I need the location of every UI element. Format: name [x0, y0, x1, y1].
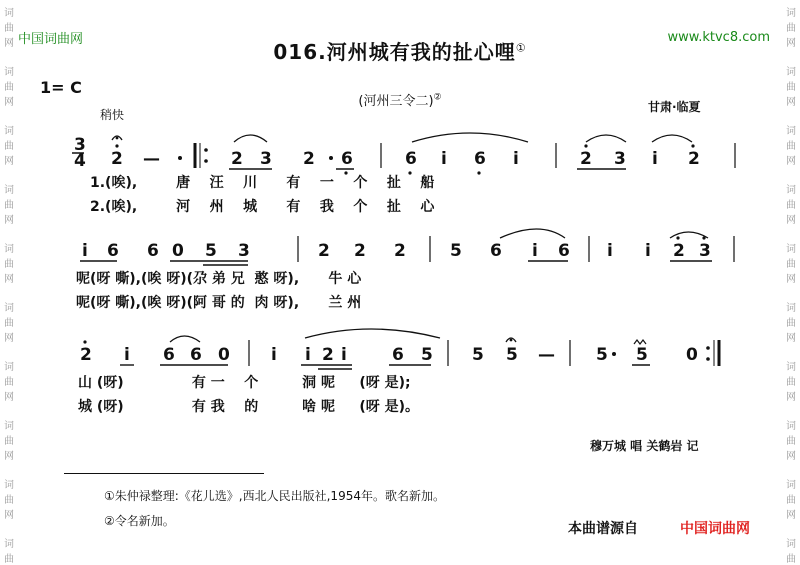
- watermark-char: 词: [786, 362, 796, 373]
- time-signature-bottom: 4: [74, 151, 86, 171]
- repeat-dot: [706, 357, 710, 361]
- note: i: [305, 345, 311, 365]
- note: 2: [322, 345, 334, 365]
- watermark-char: 曲: [786, 141, 796, 152]
- octave-dot-low: [477, 171, 480, 174]
- watermark-char: 曲: [4, 141, 14, 152]
- footnote-1: ①朱仲禄整理:《花儿选》,西北人民出版社,1954年。歌名新加。: [104, 489, 445, 503]
- octave-dot: [676, 236, 679, 239]
- watermark-char: 词: [786, 421, 796, 432]
- repeat-dot: [204, 159, 208, 163]
- note: 6: [490, 241, 502, 261]
- note: 5: [596, 345, 608, 365]
- watermark-char: 网: [4, 215, 14, 226]
- watermark-char: 网: [4, 156, 14, 167]
- watermark-char: 网: [786, 274, 796, 285]
- note: 2: [111, 149, 123, 169]
- watermark-char: 词: [786, 126, 796, 137]
- note: i: [124, 345, 130, 365]
- watermark-char: 曲: [4, 23, 14, 34]
- watermark-char: 词: [786, 480, 796, 491]
- footnote-2: ②令名新加。: [104, 514, 175, 528]
- note: 3: [238, 241, 250, 261]
- note: —: [143, 149, 160, 169]
- watermark-char: 网: [786, 451, 796, 462]
- note: 2: [673, 241, 685, 261]
- note: i: [441, 149, 447, 169]
- note: 6: [147, 241, 159, 261]
- note: 5: [450, 241, 462, 261]
- note: 5: [636, 345, 648, 365]
- watermark-char: 网: [4, 510, 14, 521]
- note: 3: [699, 241, 711, 261]
- watermark-char: 词: [4, 244, 14, 255]
- watermark-char: 曲: [4, 495, 14, 506]
- footnote-divider: [64, 473, 264, 474]
- watermark-char: 词: [4, 67, 14, 78]
- watermark-char: 曲: [786, 554, 796, 565]
- watermark-char: 词: [4, 8, 14, 19]
- watermark-char: 网: [786, 38, 796, 49]
- note: i: [652, 149, 658, 169]
- note: 2: [394, 241, 406, 261]
- watermark-char: 曲: [786, 495, 796, 506]
- watermark-char: 曲: [4, 82, 14, 93]
- slur: [500, 229, 565, 238]
- watermark-char: 网: [4, 392, 14, 403]
- note: 2: [580, 149, 592, 169]
- watermark-char: 曲: [786, 318, 796, 329]
- note: i: [341, 345, 347, 365]
- source-brand-link[interactable]: 中国词曲网: [680, 521, 750, 537]
- fermata-dot: [116, 137, 119, 140]
- dot: [329, 156, 333, 160]
- site-name-left[interactable]: 中国词曲网: [18, 32, 84, 47]
- subtitle-text: (河州三令二): [358, 94, 434, 109]
- watermark-char: 网: [786, 392, 796, 403]
- source-label: 本曲谱源自: [568, 521, 638, 537]
- notation-line-1: [111, 133, 735, 175]
- watermark-char: 曲: [4, 436, 14, 447]
- note: i: [607, 241, 613, 261]
- slur: [412, 133, 528, 142]
- note: 2: [318, 241, 330, 261]
- watermark-char: 词: [4, 362, 14, 373]
- note: 6: [558, 241, 570, 261]
- key-signature: 1= C: [40, 78, 82, 97]
- watermark-char: 词: [786, 8, 796, 19]
- watermark-char: 曲: [786, 377, 796, 388]
- lyrics-line-1-verse-1: 1.(唉), 唐 汪 川 有 一 个 扯 船: [90, 175, 435, 191]
- note: i: [82, 241, 88, 261]
- watermark-char: 词: [4, 480, 14, 491]
- note: i: [532, 241, 538, 261]
- watermark-char: 曲: [4, 200, 14, 211]
- watermark-char: 曲: [786, 82, 796, 93]
- lyrics-line-2-verse-2: 呢(呀 嘶),(唉 呀)(阿 哥 的 肉 呀), 兰 州: [76, 295, 362, 311]
- note: 0: [218, 345, 230, 365]
- note: i: [513, 149, 519, 169]
- note: 2: [303, 149, 315, 169]
- watermark-char: 曲: [786, 200, 796, 211]
- note: 6: [107, 241, 119, 261]
- watermark-char: 词: [786, 244, 796, 255]
- octave-dot: [691, 144, 694, 147]
- watermark-char: 网: [786, 333, 796, 344]
- slur: [586, 135, 626, 142]
- watermark-char: 曲: [4, 318, 14, 329]
- note: 0: [686, 345, 698, 365]
- fermata-dot: [510, 339, 513, 342]
- note: 6: [405, 149, 417, 169]
- watermark-char: 词: [786, 303, 796, 314]
- lyrics-line-2-verse-1: 呢(呀 嘶),(唉 呀)(尕 弟 兄 憨 呀), 牛 心: [76, 271, 362, 287]
- note: 2: [231, 149, 243, 169]
- watermark-char: 曲: [786, 436, 796, 447]
- watermark-char: 曲: [4, 259, 14, 270]
- watermark-char: 网: [786, 510, 796, 521]
- watermark-char: 曲: [786, 259, 796, 270]
- repeat-dot: [706, 346, 710, 350]
- lyrics-line-3-verse-2: 城 (呀) 有 我 的 啥 呢 (呀 是)。: [78, 399, 420, 415]
- note: 0: [172, 241, 184, 261]
- watermark-char: 词: [786, 185, 796, 196]
- lyrics-line-3-verse-1: 山 (呀) 有 一 个 洞 呢 (呀 是);: [78, 375, 411, 391]
- octave-dot: [115, 144, 118, 147]
- title-text: 016.河州城有我的扯心哩: [273, 40, 516, 64]
- watermark-char: 网: [4, 274, 14, 285]
- lyrics-line-1-verse-2: 2.(唉), 河 州 城 有 我 个 扯 心: [90, 199, 435, 215]
- watermark-char: 网: [786, 156, 796, 167]
- note: 5: [205, 241, 217, 261]
- watermark-char: 词: [4, 539, 14, 550]
- note: 6: [190, 345, 202, 365]
- repeat-dot: [204, 148, 208, 152]
- song-origin: 甘肃·临夏: [648, 100, 701, 114]
- title-footnote-mark: ①: [515, 41, 527, 55]
- watermark-char: 网: [4, 333, 14, 344]
- octave-dot: [584, 144, 587, 147]
- note: i: [271, 345, 277, 365]
- watermark-char: 网: [786, 97, 796, 108]
- watermark-char: 词: [4, 126, 14, 137]
- note: 3: [614, 149, 626, 169]
- note: 2: [354, 241, 366, 261]
- slur: [652, 135, 692, 142]
- slur: [670, 232, 708, 238]
- notation-line-2: [80, 229, 734, 265]
- watermark-char: 网: [4, 451, 14, 462]
- slur: [170, 336, 200, 342]
- watermark-char: 网: [4, 38, 14, 49]
- watermark-char: 网: [786, 215, 796, 226]
- dot: [178, 156, 182, 160]
- watermark-char: 曲: [786, 23, 796, 34]
- subtitle-footnote-mark: ②: [433, 92, 442, 103]
- watermark-char: 曲: [4, 377, 14, 388]
- watermark-char: 词: [4, 303, 14, 314]
- notation-line-3: [80, 329, 719, 369]
- octave-dot: [702, 236, 705, 239]
- watermark-char: 词: [786, 539, 796, 550]
- slur: [305, 329, 440, 338]
- note: —: [538, 345, 555, 365]
- note: 3: [260, 149, 272, 169]
- slur: [234, 135, 267, 142]
- watermark-char: 曲: [4, 554, 14, 565]
- note: 6: [341, 149, 353, 169]
- note: 5: [506, 345, 518, 365]
- note: 2: [688, 149, 700, 169]
- watermark-char: 网: [4, 97, 14, 108]
- note: 6: [392, 345, 404, 365]
- note: 6: [474, 149, 486, 169]
- note: 6: [163, 345, 175, 365]
- note: 2: [80, 345, 92, 365]
- note: 5: [421, 345, 433, 365]
- trill-mark: [634, 340, 646, 344]
- site-url-right[interactable]: www.ktvc8.com: [667, 30, 770, 45]
- watermark-char: 词: [4, 421, 14, 432]
- dot: [612, 352, 616, 356]
- tempo-marking: 稍快: [100, 108, 125, 122]
- note: i: [645, 241, 651, 261]
- performer-credit: 穆万城 唱 关鹤岩 记: [590, 439, 699, 453]
- note: 5: [472, 345, 484, 365]
- watermark-char: 词: [4, 185, 14, 196]
- time-signature-top: 3: [74, 135, 86, 155]
- watermark-char: 词: [786, 67, 796, 78]
- octave-dot: [83, 340, 86, 343]
